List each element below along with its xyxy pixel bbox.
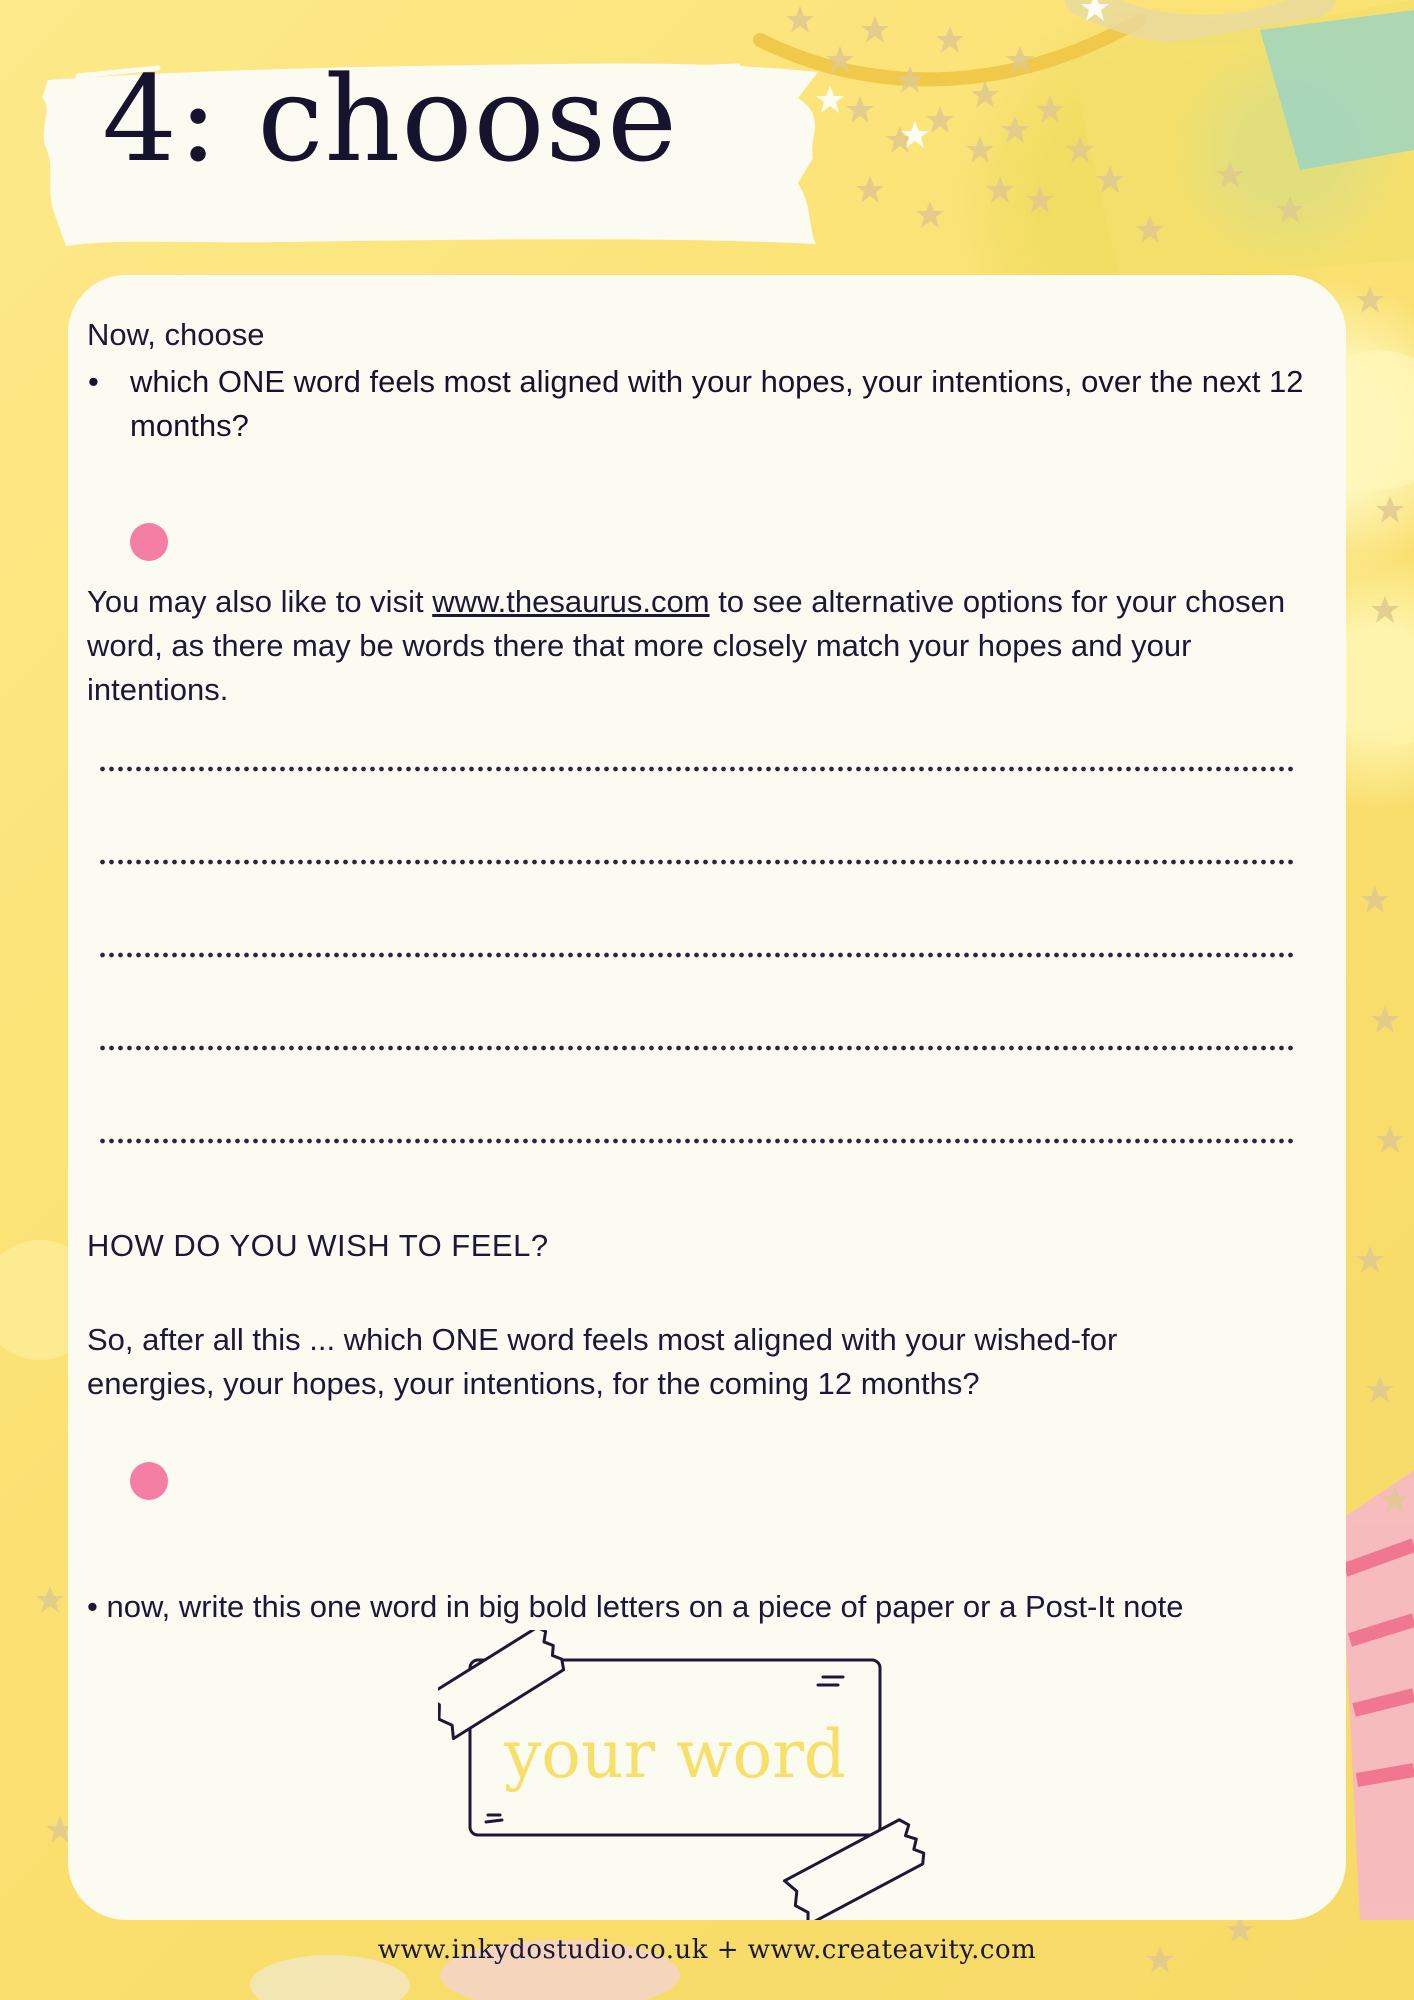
pink-dot-marker bbox=[130, 1462, 168, 1500]
worksheet-card bbox=[68, 275, 1346, 1920]
taped-note-graphic bbox=[438, 1630, 1058, 1920]
writing-line[interactable] bbox=[98, 952, 1294, 958]
intro-text: Now, choose bbox=[87, 317, 265, 352]
bullet-text: which ONE word feels most aligned with your hopes, your intentions, over the next 12 months? bbox=[130, 364, 1304, 443]
question-bullet bbox=[88, 360, 1330, 448]
footer-websites: www.inkydostudio.co.uk + www.createavity.com bbox=[377, 1935, 1037, 1965]
thesaurus-paragraph: You may also like to visit www.thesaurus.com to see alternative options for your chosen word, as there may be words there that more closely match your hopes and your intentions. bbox=[87, 584, 1286, 707]
page-title: 4: choose bbox=[102, 50, 678, 188]
note-text: your word bbox=[503, 1716, 847, 1793]
section-heading: HOW DO YOU WISH TO FEEL? bbox=[87, 1228, 549, 1263]
writing-line[interactable] bbox=[98, 1138, 1294, 1144]
feel-question: So, after all this ... which ONE word feels most aligned with your wished-for energies, your hopes, your intentions, for the coming 12 months? bbox=[87, 1322, 1118, 1401]
pink-dot-marker bbox=[130, 523, 168, 561]
writing-line[interactable] bbox=[98, 859, 1294, 865]
writing-line[interactable] bbox=[98, 766, 1294, 772]
writing-line[interactable] bbox=[98, 1045, 1294, 1051]
thesaurus-link[interactable]: www.thesaurus.com bbox=[432, 584, 710, 619]
bullet-icon: • bbox=[88, 364, 99, 399]
instruction-text: • now, write this one word in big bold letters on a piece of paper or a Post-It note bbox=[87, 1589, 1184, 1624]
